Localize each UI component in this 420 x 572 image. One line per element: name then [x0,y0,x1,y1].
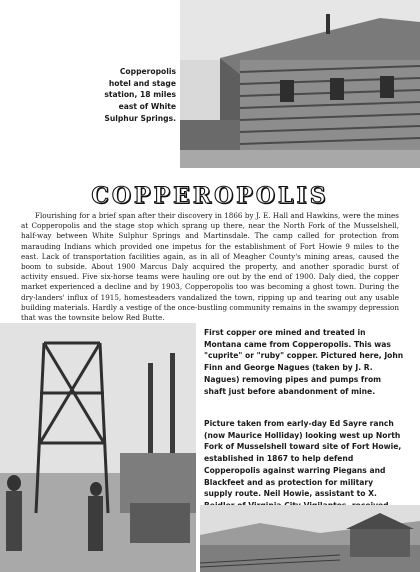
page-title: COPPEROPOLIS [91,183,329,209]
first-copper-caption: First copper ore mined and treated in Montana came from Copperopolis. This was "cuprite" or "ruby" copper. Pictured here, John Finn and George Nagues (taken by J. R. Nagues) removing pipes and pumps from shaft just before abandonment of mine. [204,328,404,396]
hotel-caption: Copperopolis hotel and stage station, 18 miles east of White Sulphur Springs. [104,67,176,123]
mine-photo [0,323,196,572]
body-paragraph: Flourishing for a brief span after their discovery in 1866 by J. E. Hall and Hawkins, were the mines at Copperopolis and the stage stop which sprang up there, near the North Fork of the Musselshell, half-way between White Sulphur Springs and Martinsdale. The camp called for protection from marauding Indians which provided one impetus for the establishment of Fort Howie 9 miles to the east. Lack of transportation facilities again, as in all of Meagher County's mining areas, caused the boom to subside. About 1900 Marcus Daly acquired the property, and another sporadic burst of activity ensued. Five six-horse teams were hauling ore out by the end of 1900. Daly died, the copper market experienced a decline and by 1903, Copperopolis too was becoming a ghost town. During the dry-landers' influx of 1915, homesteaders vandalized the town, ripping up and tearing out any usable building materials. Hardly a vestige of the once-bustling community remains in the swampy depression that was the townsite below Red Butte. [21,211,399,323]
ranch-photo [200,505,420,572]
hotel-photo [180,0,420,168]
fort-howie-caption: Picture taken from early-day Ed Sayre ranch (now Maurice Holliday) looking west up North Fork of Musselshell toward site of Fort Howie, established in 1867 to help defend Copperopolis against warring Piegans and Blackfeet and as protection for military supply route. Neil Howie, assistant to X. [204,419,402,499]
